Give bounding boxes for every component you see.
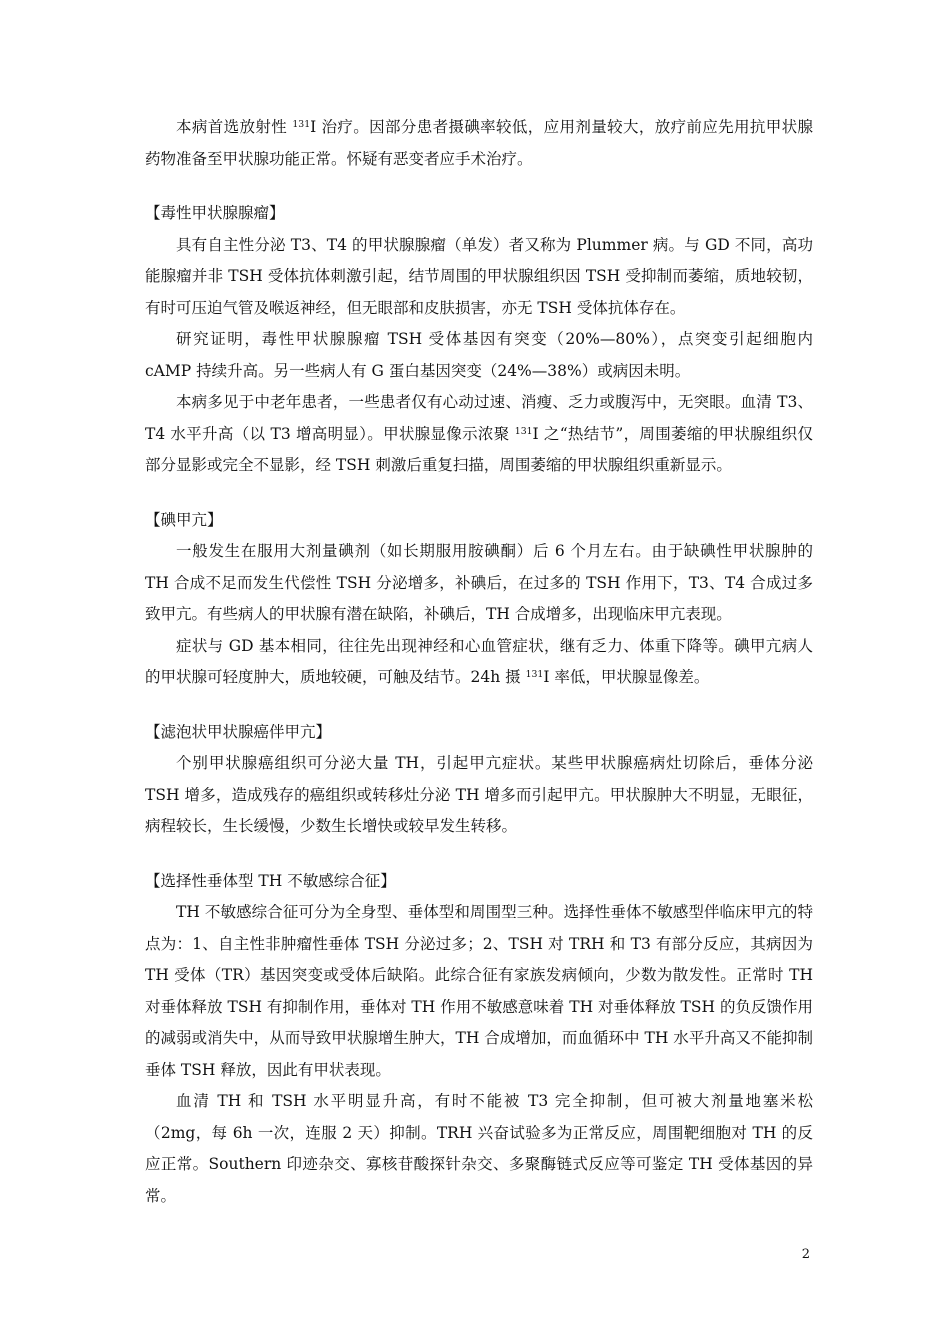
iodine-hyper-text-part: 症状与 GD 基本相同，往往先出现神经和心血管症状，继有乏力、体重下降等。碘甲亢病人的甲状腺可轻度肿大，质地较硬，可触及结节。24h 摄: [145, 636, 813, 686]
toxic-adenoma-paragraph-1: 具有自主性分泌 T3、T4 的甲状腺腺瘤（单发）者又称为 Plummer 病。与 GD 不同，高功能腺瘤并非 TSH 受体抗体刺激引起，结节周围的甲状腺组织因 TSH 受抑制而萎缩，质地较韧，有时可压迫气管及喉返神经，但无眼部和皮肤损害，亦无 TSH 受体抗体存在。: [145, 235, 813, 317]
intro-text-part: I 治疗。因部分患者摄碘率较低，应用剂量较大，放疗前应先用抗甲状腺药物准备至甲状腺功能正常。怀疑有恶变者应手术治疗。: [145, 118, 813, 168]
toxic-adenoma-text-part: I 之“热结节”，周围萎缩的甲状腺组织仅部分显影或完全不显影，经 TSH 刺激后重复扫描，周围萎缩的甲状腺组织重新显示。: [145, 424, 813, 474]
section-heading-pituitary-resistance: 【选择性垂体型 TH 不敏感综合征】: [145, 871, 396, 890]
document-body: [145, 112, 813, 1212]
iodine-hyper-paragraph-1: 一般发生在服用大剂量碘剂（如长期服用胺碘酮）后 6 个月左右。由于缺碘性甲状腺肿的 TH 合成不足而发生代偿性 TSH 分泌增多，补碘后，在过多的 TSH 作用下，T3、T4 合成过多致甲亢。有些病人的甲状腺有潜在缺陷，补碘后，TH 合成增多，出现临床甲亢表现。: [145, 542, 813, 623]
isotope-superscript: 131: [525, 668, 544, 680]
follicular-paragraph-1: 个别甲状腺癌组织可分泌大量 TH，引起甲亢症状。某些甲状腺癌病灶切除后，垂体分泌 TSH 增多，造成残存的癌组织或转移灶分泌 TH 增多而引起甲亢。甲状腺肿大不明显，无眼征，病程较长，生长缓慢，少数生长增快或较早发生转移。: [145, 754, 813, 835]
iodine-hyper-paragraph-2: [145, 631, 813, 694]
iodine-hyper-text-part: I 率低，甲状腺显像差。: [543, 668, 710, 686]
toxic-adenoma-paragraph-3: [145, 387, 813, 482]
intro-text-part: 本病首选放射性: [176, 118, 293, 136]
intro-paragraph: [145, 112, 813, 175]
pituitary-paragraph-2: 血清 TH 和 TSH 水平明显升高，有时不能被 T3 完全抑制，但可被大剂量地塞米松（2mg，每 6h 一次，连服 2 天）抑制。TRH 兴奋试验多为正常反应，周围靶细胞对 TH 的反应正常。Southern 印迹杂交、寡核苷酸探针杂交、多聚酶链式反应等可鉴定 TH 受体基因的异常。: [145, 1092, 813, 1205]
section-heading-iodine-hyperthyroidism: 【碘甲亢】: [145, 510, 223, 529]
toxic-adenoma-paragraph-2: 研究证明，毒性甲状腺腺瘤 TSH 受体基因有突变（20%—80%），点突变引起细胞内 cAMP 持续升高。另一些病人有 G 蛋白基因突变（24%—38%）或病因未明。: [145, 330, 813, 380]
toxic-adenoma-text-part: 本病多见于中老年患者，一些患者仅有心动过速、消瘦、乏力或腹泻中，无突眼。血清 T3、T4 水平升高（以 T3 增高明显）。甲状腺显像示浓聚: [145, 393, 813, 443]
isotope-superscript: 131: [514, 425, 533, 437]
section-heading-follicular-cancer: 【滤泡状甲状腺癌伴甲亢】: [145, 722, 332, 741]
pituitary-paragraph-1: TH 不敏感综合征可分为全身型、垂体型和周围型三种。选择性垂体不敏感型伴临床甲亢的特点为：1、自主性非肿瘤性垂体 TSH 分泌过多；2、TSH 对 TRH 和 T3 有部分反应，其病因为 TH 受体（TR）基因突变或受体后缺陷。此综合征有家族发病倾向，少数为散发性。正常时 TH 对垂体释放 TSH 有抑制作用，垂体对 TH 作用不敏感意味着 TH 对垂体释放 TSH 的负反馈作用的减弱或消失中，从而导致甲状腺增生肿大，TH 合成增加，而血循环中 TH 水平升高又不能抑制垂体 TSH 释放，因此有甲状表现。: [145, 903, 813, 1079]
section-heading-toxic-adenoma: 【毒性甲状腺腺瘤】: [145, 204, 285, 222]
isotope-superscript: 131: [292, 118, 311, 130]
page-number: 2: [801, 1247, 810, 1262]
